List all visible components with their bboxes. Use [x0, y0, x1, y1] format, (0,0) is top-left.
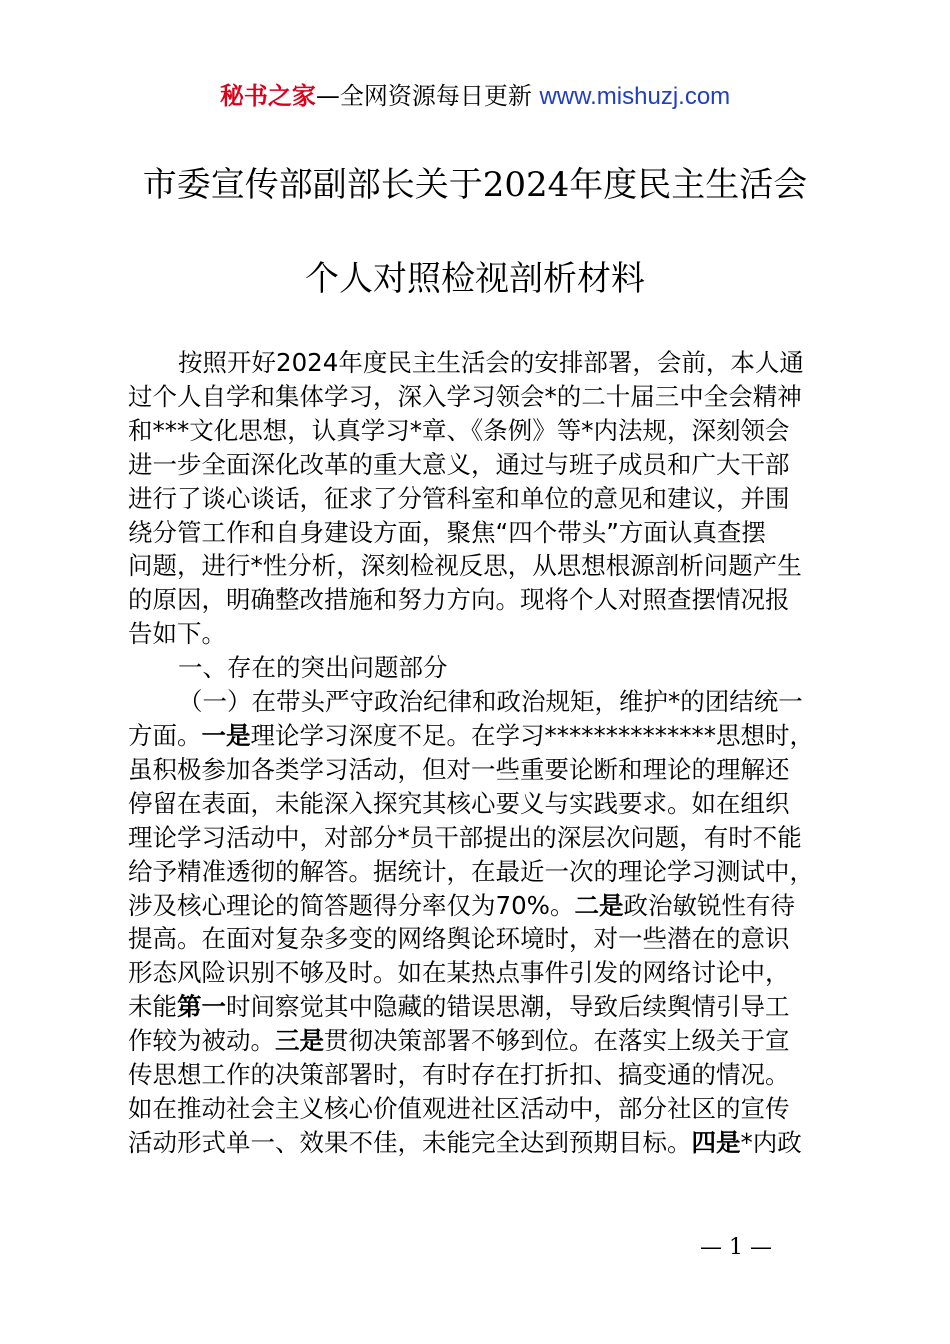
site-slogan: —全网资源每日更新 [315, 82, 532, 110]
body-line [128, 1024, 830, 1058]
body-line: 提高。在面对复杂多变的网络舆论环境时，对一些潜在的意识 [128, 924, 790, 954]
text-run: 贯彻决策部署不够到位。在落实上级关于宣 [324, 1026, 790, 1056]
body-line: 传思想工作的决策部署时，有时存在打折扣、搞变通的情况。 [128, 1060, 790, 1090]
bold-marker: 二是 [574, 890, 624, 920]
body-line [128, 990, 830, 1024]
document-title-line1: 市委宣传部副部长关于2024年度民主生活会 [142, 165, 808, 205]
body-line [128, 889, 830, 923]
site-brand: 秘书之家 [219, 82, 316, 110]
site-header [0, 78, 950, 115]
body-line: 进行了谈心谈话，征求了分管科室和单位的意见和建议，并围 [128, 483, 790, 513]
body-line: 按照开好2024年度民主生活会的安排部署，会前，本人通 [178, 348, 804, 377]
bold-marker: 四是 [691, 1127, 741, 1157]
body-line [128, 719, 830, 753]
text-run: 政治敏锐性有待 [623, 890, 795, 920]
bold-marker: 第一 [177, 992, 226, 1022]
body-line: 过个人自学和集体学习，深入学习领会*的二十届三中全会精神 [128, 381, 802, 411]
document-title-line2: 个人对照检视剖析材料 [305, 259, 645, 299]
body-line: 停留在表面，未能深入探究其核心要义与实践要求。如在组织 [128, 788, 790, 818]
text-run: 方面。 [128, 720, 202, 750]
body-line: 虽积极参加各类学习活动，但对一些重要论断和理论的理解还 [128, 754, 790, 784]
body-line: 问题，进行*性分析，深刻检视反思，从思想根源剖析问题产生 [128, 551, 802, 581]
body-line: 给予精准透彻的解答。据统计，在最近一次的理论学习测试中， [128, 856, 814, 886]
bold-marker: 一是 [201, 720, 251, 750]
text-run: 未能 [128, 992, 177, 1022]
page-number: — 1 — [700, 1235, 772, 1260]
text-run: 活动形式单一、效果不佳，未能完全达到预期目标。 [128, 1127, 692, 1157]
body-line: 如在推动社会主义核心价值观进社区活动中，部分社区的宣传 [128, 1093, 790, 1123]
text-run: *内政 [740, 1127, 802, 1157]
site-url-link[interactable]: www.mishuzj.com [539, 83, 731, 110]
section-heading: 一、存在的突出问题部分 [178, 653, 448, 683]
body-line: 形态风险识别不够及时。如在某热点事件引发的网络讨论中， [128, 958, 790, 988]
body-line [128, 1126, 830, 1160]
text-run: 涉及核心理论的简答题得分率仅为70%。 [128, 890, 575, 920]
text-run: 作较为被动。 [128, 1026, 275, 1056]
text-run: 时间察觉其中隐藏的错误思潮，导致后续舆情引导工 [226, 992, 790, 1022]
body-line: 告如下。 [128, 619, 226, 649]
body-line: 进一步全面深化改革的重大意义，通过与班子成员和广大干部 [128, 449, 790, 479]
text-run: 理论学习深度不足。在学习**************思想时， [250, 720, 814, 750]
document-body [128, 346, 830, 1160]
bold-marker: 三是 [275, 1026, 324, 1056]
body-line: 理论学习活动中，对部分*员干部提出的深层次问题，有时不能 [128, 822, 802, 852]
body-line: 的原因，明确整改措施和努力方向。现将个人对照查摆情况报 [128, 585, 790, 615]
body-line: 绕分管工作和自身建设方面，聚焦“四个带头”方面认真查摆 [128, 517, 766, 547]
subsection-heading: （一）在带头严守政治纪律和政治规矩，维护*的团结统一 [178, 687, 803, 717]
body-line: 和***文化思想，认真学习*章、《条例》等*内法规，深刻领会 [128, 415, 790, 445]
